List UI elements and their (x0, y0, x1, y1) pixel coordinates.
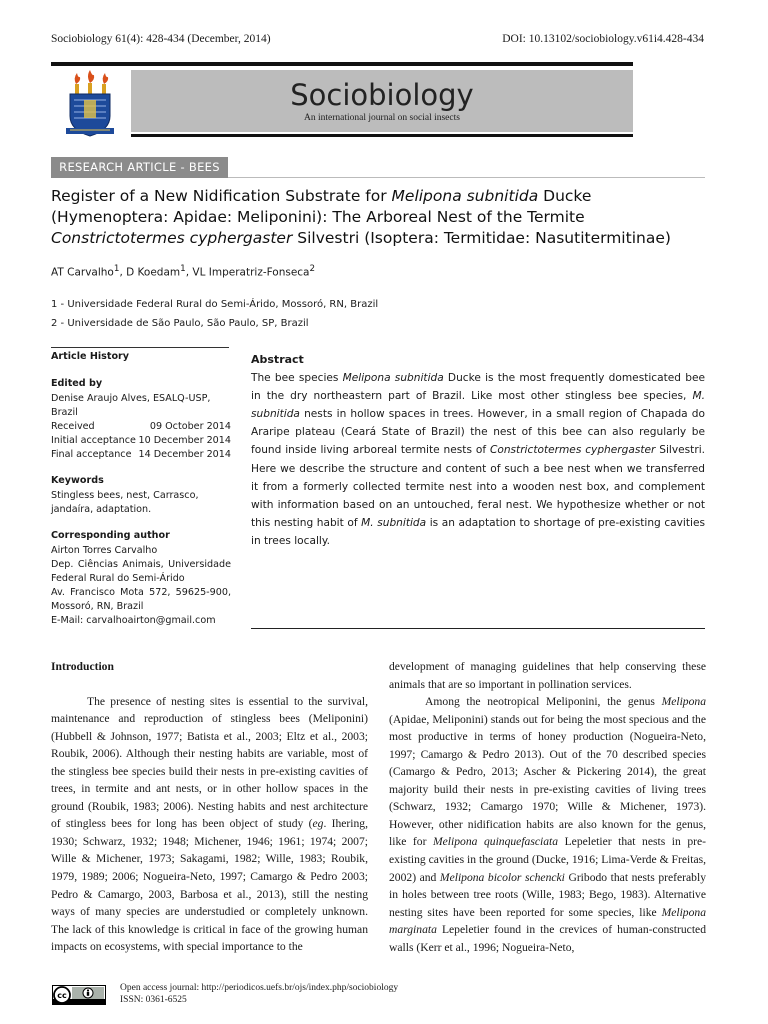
header-rule (51, 62, 633, 66)
body-text: development of managing guidelines that help conserving these animals that are so important in pollination services. (389, 660, 706, 691)
body-text: Among the neotropical Meliponini, the genus (425, 695, 662, 709)
abstract (251, 351, 705, 550)
abstract-text: nests in hollow spaces in trees. However, in a small region of Chapada do Araripe plateau (Ceará State of Brazil) the nest of this bee can also regularly be found inside living arboreal termite nests of (251, 408, 705, 457)
received-label: Received (51, 421, 95, 432)
body-species: Melipona (661, 695, 706, 709)
citation: Sociobiology 61(4): 428-434 (December, 2014) (51, 33, 271, 45)
author-name: D Koedam (126, 266, 181, 279)
sidebar-rule (51, 347, 229, 348)
footer-open-access[interactable]: Open access journal: http://periodicos.uefs.br/ojs/index.php/sociobiology (120, 983, 399, 993)
article-sidebar (51, 350, 231, 628)
author-affiliation-mark: 1 (113, 264, 120, 274)
title-rule (228, 177, 705, 178)
body-italic: eg (312, 817, 324, 831)
body-text: Lepeletier that nests in pre-existing cavities in the ground (Ducke, 1916; Lima-Verde & Freitas, 2002) and (389, 835, 707, 884)
journal-subtitle: An international journal on social insects (304, 113, 460, 123)
final-acceptance-row (51, 448, 231, 462)
corresponding-author-address: Av. Francisco Mota 572, 59625-900, Mossoró, RN, Brazil (51, 587, 231, 612)
body-text: Lepeletier found in the crevices of human-constructed walls (Kerr et al., 1996; Nogueira-Neto, (389, 923, 706, 954)
journal-banner (131, 70, 633, 132)
author-name: VL Imperatriz-Fonseca (192, 266, 310, 279)
initial-acceptance-date: 10 December 2014 (138, 435, 231, 446)
section-tag: RESEARCH ARTICLE - BEES (51, 157, 228, 178)
journal-name: Sociobiology (290, 78, 474, 112)
abstract-species: Constrictotermes cyphergaster (489, 444, 656, 457)
body-paragraph (389, 658, 706, 693)
abstract-text: is an adaptation to shortage of pre-existing cavities in trees locally. (251, 516, 706, 547)
author-affiliation-mark: 1 (180, 264, 186, 274)
title-species: Melipona subnitida (391, 187, 539, 205)
author-affiliation-mark: 2 (309, 264, 316, 274)
author-separator: , (119, 266, 127, 279)
title-part: Silvestri (Isoptera: Termitidae: Nasutitermitinae) (292, 229, 671, 247)
abstract-species: M. subnitida (251, 390, 705, 421)
affiliation-2: 2 - Universidade de São Paulo, São Paulo, SP, Brazil (51, 318, 309, 329)
article-title (51, 186, 711, 249)
body-species: Melipona bicolor schencki (439, 870, 565, 884)
corresponding-author-email[interactable]: E-Mail: carvalhoairton@gmail.com (51, 615, 216, 626)
received-date: 09 October 2014 (149, 421, 231, 432)
received-row (51, 420, 231, 434)
body-paragraph (389, 693, 706, 956)
body-column-right (389, 658, 706, 956)
edited-by-heading: Edited by (51, 378, 103, 389)
creative-commons-by-icon[interactable] (52, 985, 106, 1005)
initial-acceptance-row (51, 434, 231, 448)
body-text: The presence of nesting sites is essential to the survival, maintenance and reproduction of stingless bees (Meliponini) (Hubbell & Johnson, 1977; Batista et al., 2003; Eltz et al., 2003; Roubik, 2006). Although their nesting habits are variable, most of the stingless bee species build their nests in pre-existing cavities of trees, in termite and ant nests, or in other hollow spaces in the ground (Roubik, 1983; 2006). Nesting habits and nest architecture of stingless bees for long has been object of study ( (51, 694, 368, 831)
abstract-rule (251, 628, 705, 629)
abstract-text: Ducke is the most frequently domesticated bee in the dry northeastern part of Brazil. Like most other stingless bee species, (251, 372, 705, 403)
doi[interactable]: DOI: 10.13102/sociobiology.v61i4.428-434 (502, 33, 704, 45)
article-history-heading: Article History (51, 351, 130, 362)
author-separator: , (185, 266, 193, 279)
body-species: Melipona quinquefasciata (433, 835, 559, 849)
author-name: AT Carvalho (51, 266, 114, 279)
keywords: Stingless bees, nest, Carrasco, jandaíra, adaptation. (51, 490, 199, 515)
title-species: Constrictotermes cyphergaster (51, 229, 293, 247)
abstract-species: M. subnitida (361, 516, 427, 529)
footer-issn: ISSN: 0361-6525 (120, 995, 187, 1005)
final-acceptance-date: 14 December 2014 (138, 449, 231, 460)
corresponding-author-heading: Corresponding author (51, 530, 170, 541)
body-column-left (51, 658, 368, 956)
final-acceptance-label: Final acceptance (51, 449, 132, 460)
editor-name: Denise Araujo Alves, ESALQ-USP, Brazil (51, 393, 211, 418)
body-paragraph (51, 693, 368, 956)
keywords-heading: Keywords (51, 475, 104, 486)
title-part: Ducke (Hymenoptera: Apidae: Meliponini): The Arboreal Nest of the Termite (51, 187, 592, 226)
introduction-heading: Introduction (51, 660, 114, 673)
corresponding-author-name: Airton Torres Carvalho (51, 545, 158, 556)
body-text: . Ihering, 1930; Schwarz, 1932; 1948; Michener, 1946; 1961; 1974; 2007; Wille & Michener, 1973; Sakagami, 1982; Wille, 1983; Roubik, 1979, 1989; 2006; Nogueira-Neto, 1997; Camargo & Pedro 2003; Pedro & Camargo, 2003, Barbosa et al., 2013), still the nesting ways of many species are understudied or completely unknown. The lack of this knowledge is critical in face of the growing human impacts on ecosystems, with special importance to the (51, 817, 368, 954)
initial-acceptance-label: Initial acceptance (51, 435, 136, 446)
abstract-heading: Abstract (251, 353, 304, 366)
body-text: Gribodo that nests preferably in holes between tree roots (Wille, 1983; Bego, 1983). Alternative nesting sites have been reported for some species, like (389, 870, 706, 919)
body-species: Melipona marginata (389, 905, 706, 937)
university-crest-icon (64, 70, 116, 140)
cc-icon-text: cc (57, 991, 67, 1000)
abstract-text: The bee species (251, 372, 343, 385)
corresponding-author-department: Dep. Ciências Animais, Universidade Federal Rural do Semi-Árido (51, 559, 231, 584)
title-part: Register of a New Nidification Substrate for (51, 187, 392, 205)
author-list (51, 264, 315, 279)
banner-rule (131, 134, 633, 137)
body-text: (Apidae, Meliponini) stands out for being the most specious and the most productive in terms of honey production (Nogueira-Neto, 1997; Camargo & Pedro 2013). Out of the 70 described species (Camargo & Pedro, 2013; Ascher & Pickering 2014), the great majority build their nests in pre-existing cavities of living trees (Schwarz, 1932; Camargo 1970; Wille & Michener, 1973). However, other nidification habits are also known for the genus, like for (389, 712, 706, 849)
affiliation-1: 1 - Universidade Federal Rural do Semi-Árido, Mossoró, RN, Brazil (51, 299, 379, 310)
abstract-text: Silvestri. Here we describe the structure and content of such a bee nest when we transferred it from a formerly collected termite nest into a wooden nest box, and complement with information based on an untouched, feral nest. We hypothesize whether or not this nesting habit of (251, 444, 706, 529)
abstract-species: Melipona subnitida (342, 372, 444, 385)
